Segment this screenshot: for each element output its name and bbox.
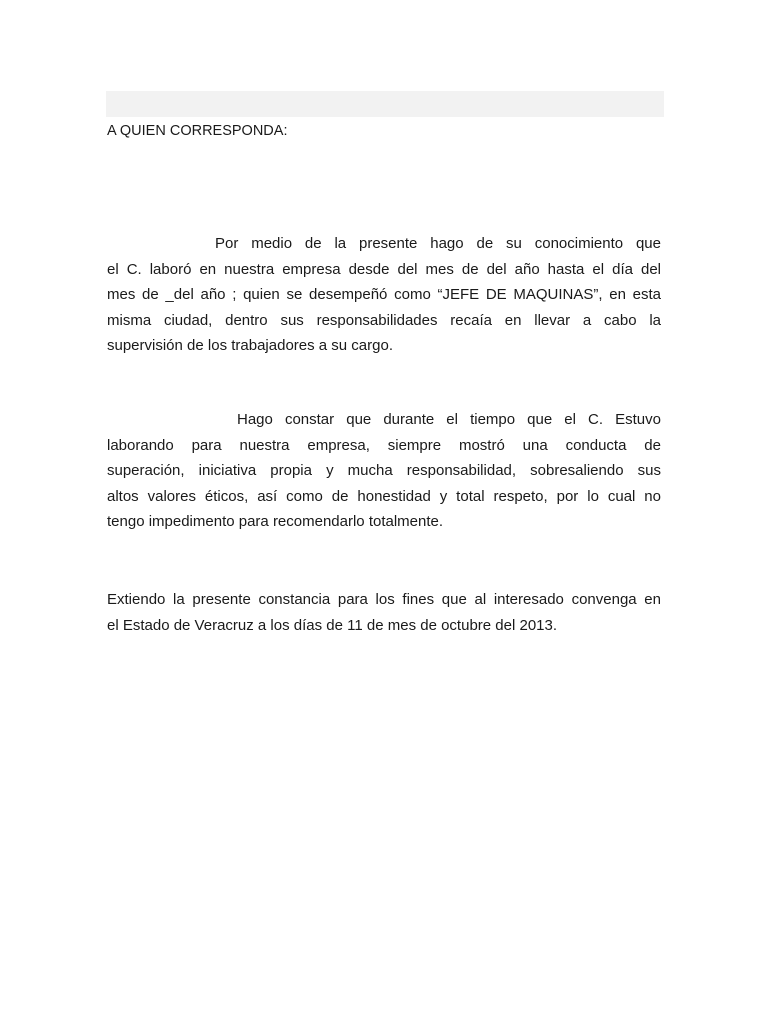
paragraph-line: tengo impedimento para recomendarlo totalmente. xyxy=(107,513,444,531)
paragraph-employment xyxy=(107,231,661,359)
paragraph-line: laborando para nuestra empresa, siempre mostró una conducta de xyxy=(107,436,661,454)
paragraph-line: el C. laboró en nuestra empresa desde del mes de del año hasta el día del xyxy=(107,260,661,278)
header-band xyxy=(106,91,664,117)
paragraph-line: el Estado de Veracruz a los días de 11 de mes de octubre del 2013. xyxy=(107,616,558,634)
paragraph-line: altos valores éticos, así como de honestidad y total respeto, por lo cual no xyxy=(107,487,661,505)
paragraph-line: Extiendo la presente constancia para los fines que al interesado convenga en xyxy=(107,591,661,608)
paragraph-conduct xyxy=(107,407,661,535)
paragraph-line: Hago constar que durante el tiempo que el C. Estuvo xyxy=(237,411,661,428)
paragraph-closing xyxy=(107,587,661,638)
salutation: A QUIEN CORRESPONDA: xyxy=(107,123,288,139)
paragraph-line: Por medio de la presente hago de su conocimiento que xyxy=(215,235,661,252)
paragraph-line: superación, iniciativa propia y mucha responsabilidad, sobresaliendo sus xyxy=(107,462,661,480)
paragraph-line: mes de _del año ; quien se desempeñó como “JEFE DE MAQUINAS”, en esta xyxy=(107,286,661,304)
paragraph-line: misma ciudad, dentro sus responsabilidades recaía en llevar a cabo la xyxy=(107,311,661,329)
paragraph-line: supervisión de los trabajadores a su cargo. xyxy=(107,337,393,355)
